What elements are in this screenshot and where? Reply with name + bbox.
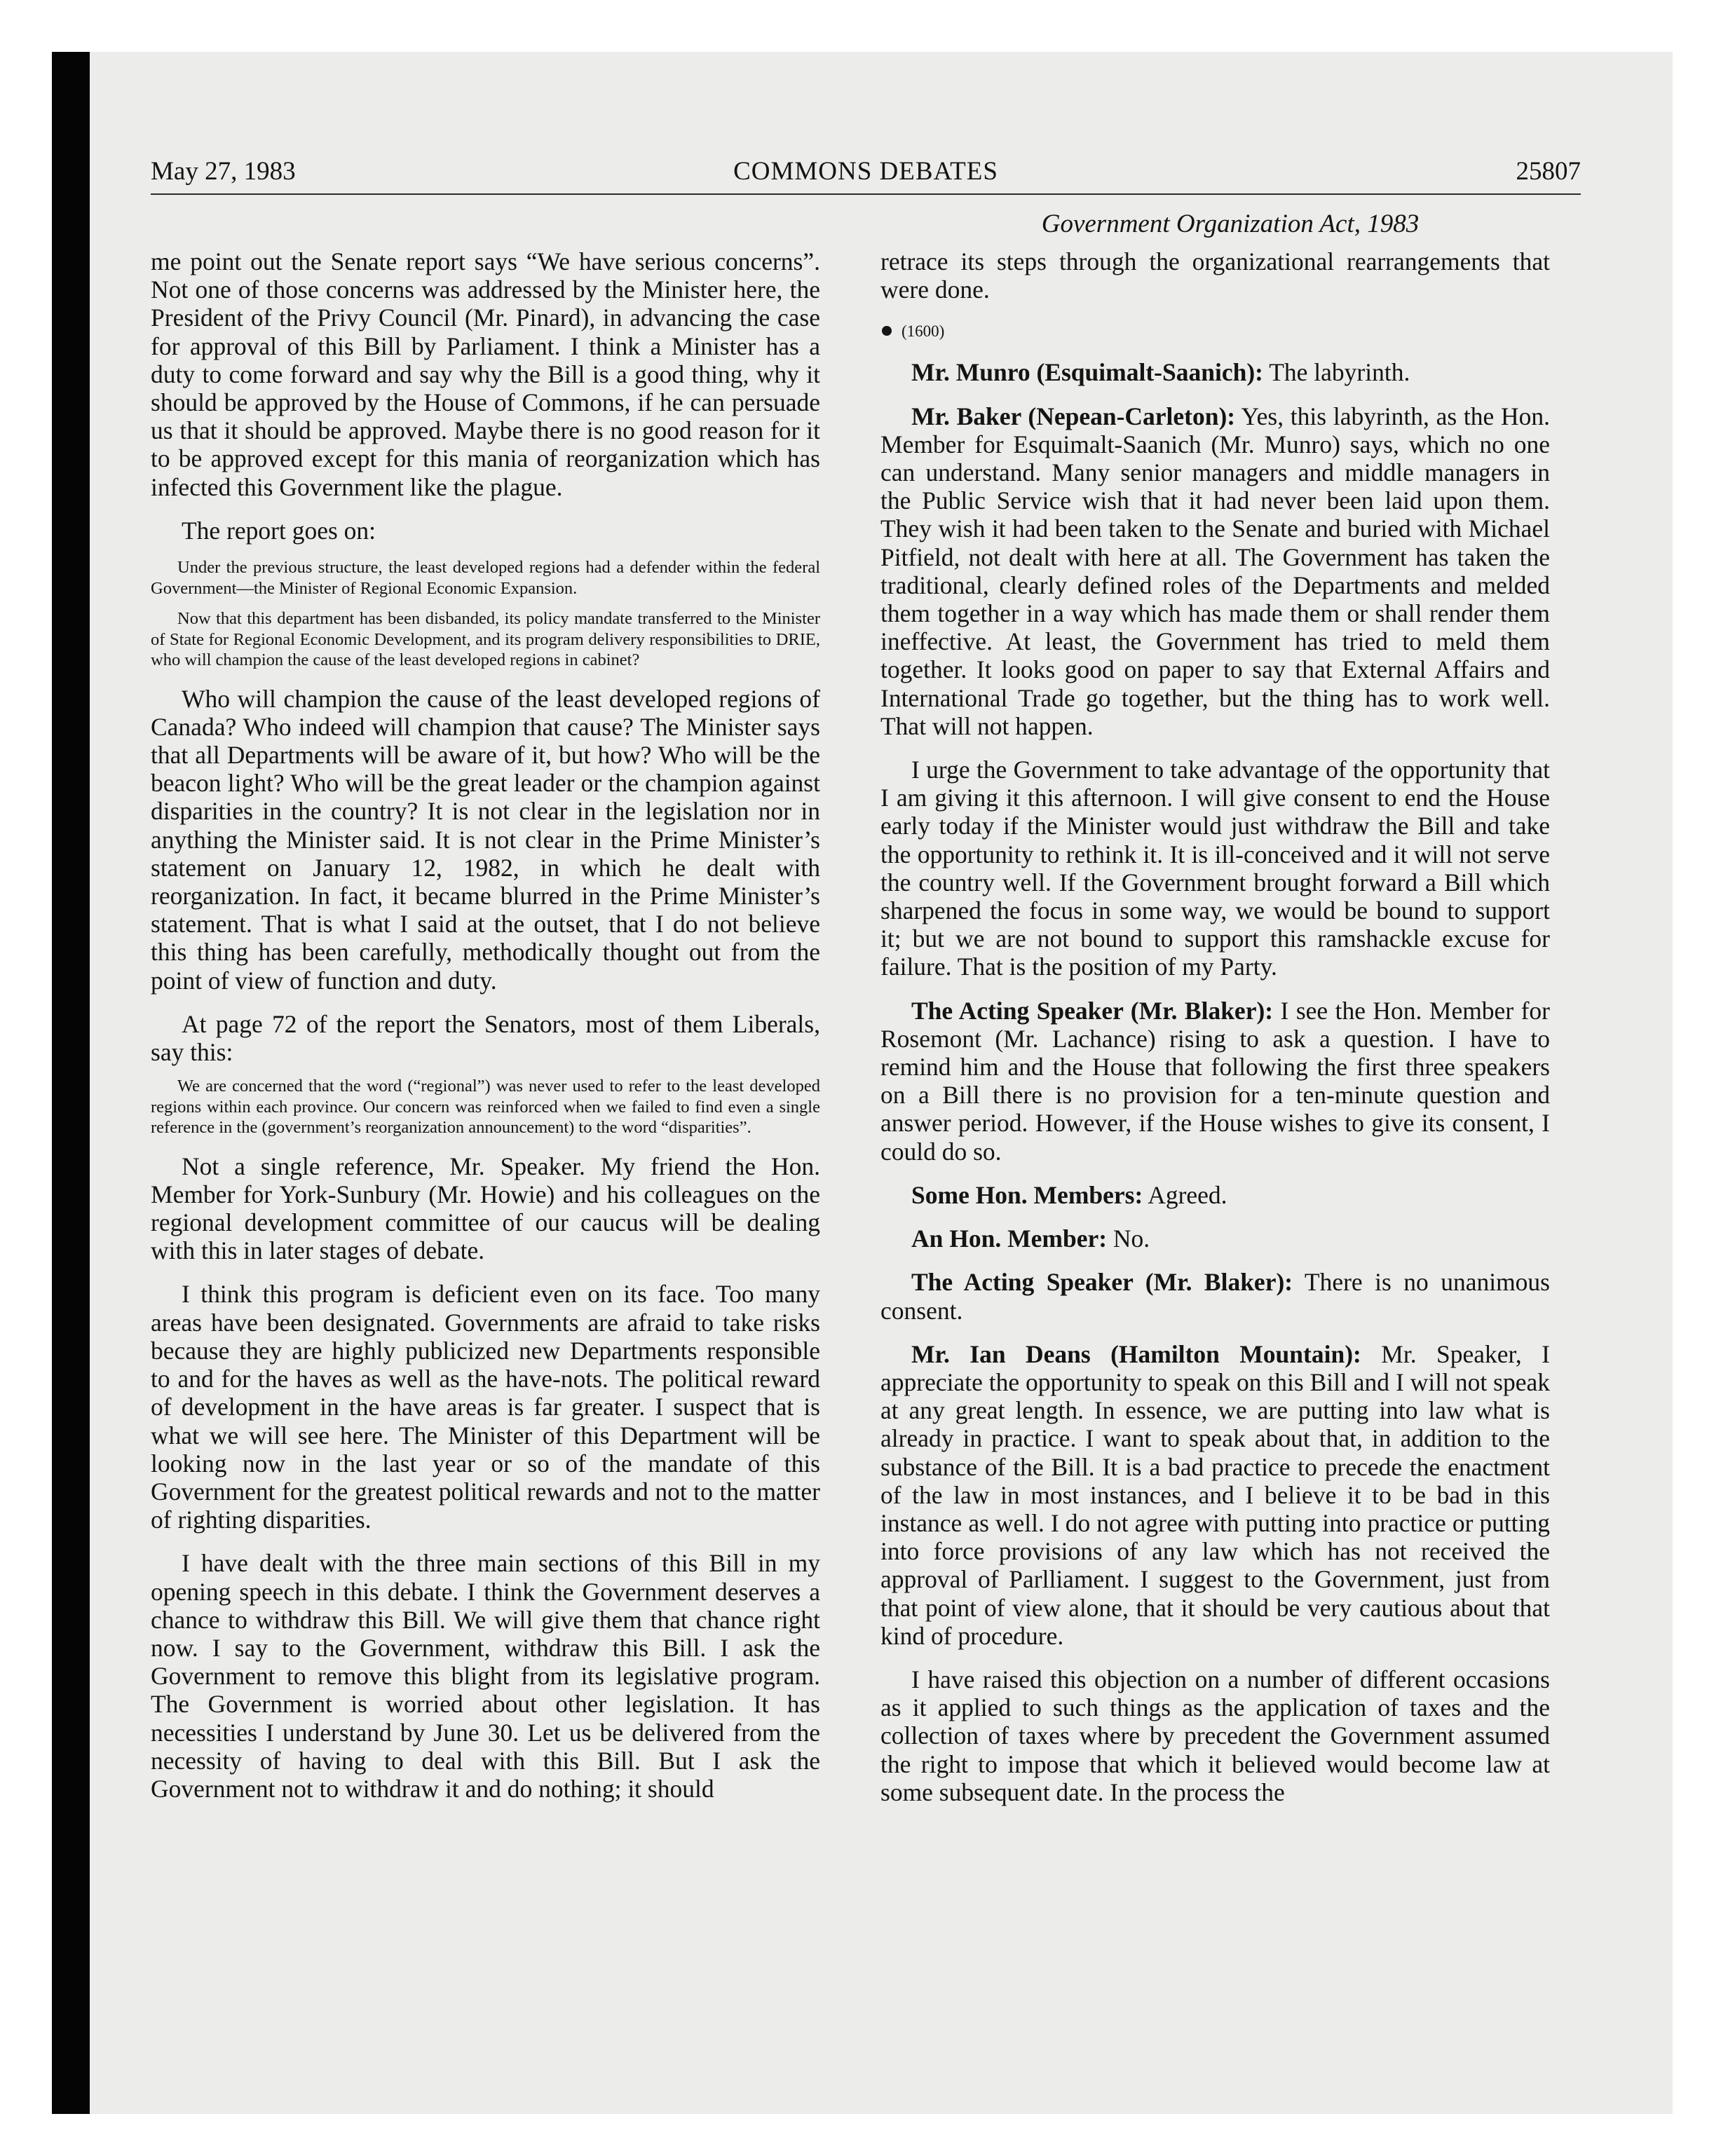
speech-text: Agreed. [1143, 1180, 1227, 1209]
section-subtitle: Government Organization Act, 1983 [1041, 210, 1420, 238]
time-marker-label: (1600) [901, 322, 945, 341]
speech-text: No. [1107, 1224, 1150, 1253]
speech-text: I see the Hon. Member for Rosemont (Mr. Lachance) rising to ask a question. I have to remind him and the House that following the first three speakers on a Bill there is no provision for a ten-minute question and answer period. However, if the House wishes to give its consent, I could do so. [880, 996, 1550, 1166]
block-quote: Under the previous structure, the least developed regions had a defender within the federal Government—the Minister of Regional Economic Expansion. [151, 558, 820, 598]
scan-edge-shadow [52, 52, 90, 2114]
paragraph: I have raised this objection on a number of different occasions as it applied to such things as the application of taxes and the collection of taxes where by precedent the Government assumed the right to impose that which it believed would become law at some subsequent date. In the process the [880, 1665, 1550, 1806]
block-quote: Now that this department has been disbanded, its policy mandate transferred to the Minister of State for Regional Economic Development, and its program delivery responsibilities to DRIE, who will champion the cause of the least developed regions in cabinet? [151, 609, 820, 670]
left-column [151, 247, 820, 1803]
speaker-name: Mr. Munro (Esquimalt-Saanich): [911, 358, 1263, 387]
paragraph: I think this program is deficient even on its face. Too many areas have been designated. Governments are afraid to take risks because they are highly publicized new Departments responsible to and for the haves as well as the have-nots. The political reward of development in the have areas is far greater. I suspect that is what we will see here. The Minister of this Department will be looking now in the last year or so of the mandate of this Government for the greatest political rewards and not to the matter of righting disparities. [151, 1280, 820, 1534]
header-page-number: 25807 [1516, 157, 1581, 186]
speech [880, 1181, 1550, 1209]
speech [880, 1268, 1550, 1324]
header-date: May 27, 1983 [151, 157, 296, 186]
right-column [880, 247, 1550, 1806]
block-quote: We are concerned that the word (“regional”) was never used to refer to the least developed regions within each province. Our concern was reinforced when we failed to find even a single reference in the (government’s reorganization announcement) to the word “disparities”. [151, 1077, 820, 1138]
speech [880, 402, 1550, 740]
paragraph: Who will champion the cause of the least developed regions of Canada? Who indeed will champion that cause? The Minister says that all Departments will be aware of it, but how? Who will be the beacon light? Who will be the great leader or the champion against disparities in the country? It is not clear in the legislation nor in anything the Minister said. It is not clear in the Prime Minister’s statement on January 12, 1982, in which he dealt with reorganization. In fact, it became blurred in the Prime Minister’s statement. That is what I said at the outset, that I do not believe this thing has been carefully, methodically thought out from the point of view of function and duty. [151, 684, 820, 995]
paragraph: retrace its steps through the organizational rearrangements that were done. [880, 247, 1550, 304]
speaker-name: The Acting Speaker (Mr. Blaker): [911, 996, 1274, 1025]
paragraph: Not a single reference, Mr. Speaker. My friend the Hon. Member for York-Sunbury (Mr. Howie) and his colleagues on the regional development committee of our caucus will be dealing with this in later stages of debate. [151, 1152, 820, 1265]
paragraph: The report goes on: [182, 516, 376, 545]
speaker-name: Mr. Ian Deans (Hamilton Mountain): [911, 1339, 1361, 1368]
time-marker [882, 320, 1550, 343]
paragraph: At page 72 of the report the Senators, most of them Liberals, say this: [151, 1009, 820, 1066]
speaker-name: Mr. Baker (Nepean-Carleton): [911, 402, 1236, 430]
speech [880, 1224, 1550, 1253]
speech-text: Mr. Speaker, I appreciate the opportunity to speak on this Bill and I will not speak at any great length. In essence, we are putting into law what is already in practice. I want to speak about that, in addition to the substance of the Bill. It is a bad practice to precede the enactment of the law in most instances, and I believe it to be bad in this instance as well. I do not agree with putting into practice or putting into force provisions of any law which has not received the approval of Parlliament. I suggest to the Government, just from that point of view alone, that it should be very cautious about that kind of procedure. [880, 1339, 1550, 1650]
speech-text: The labyrinth. [1263, 358, 1410, 387]
paragraph: I have dealt with the three main sections of this Bill in my opening speech in this debate. I think the Government deserves a chance to withdraw this Bill. We will give them that chance right now. I say to the Government, withdraw this Bill. I ask the Government to remove this blight from its legislative program. The Government is worried about other legislation. It has necessities I understand by June 30. Let us be delivered from the necessity of having to deal with this Bill. But I ask the Government not to withdraw it and do nothing; it should [151, 1549, 820, 1803]
running-header [151, 156, 1581, 195]
paragraph: me point out the Senate report says “We have serious concerns”. Not one of those concerns was addressed by the Minister here, the President of the Privy Council (Mr. Pinard), in advancing the case for approval of this Bill by Parliament. I think a Minister has a duty to come forward and say why the Bill is a good thing, why it should be approved by the House of Commons, if he can persuade us that it should be approved. Maybe there is no good reason for it to be approved except for this mania of reorganization which has infected this Government like the plague. [151, 247, 820, 501]
speech [880, 358, 1550, 386]
speech [880, 997, 1550, 1166]
speaker-name: Some Hon. Members: [911, 1180, 1143, 1209]
speaker-name: The Acting Speaker (Mr. Blaker): [911, 1268, 1293, 1297]
speaker-name: An Hon. Member: [911, 1224, 1108, 1253]
speech-text: There is no unanimous consent. [880, 1268, 1550, 1325]
speech [880, 1340, 1550, 1650]
header-title: COMMONS DEBATES [733, 157, 998, 186]
bullet-icon [882, 326, 892, 336]
speech-text: Yes, this labyrinth, as the Hon. Member for Esquimalt-Saanich (Mr. Munro) says, which no one can understand. Many senior managers and middle managers in the Public Service wish that it had never been laid upon them. They wish it had been taken to the Senate and buried with Michael Pitfield, not dealt with here at all. The Government has taken the traditional, clearly defined roles of the Departments and melded them together in a way which has made them or shall render them ineffective. At least, the Government has tried to meld them together. It looks good on paper to say that External Affairs and International Trade go together, but the thing has to work well. That will not happen. [880, 402, 1550, 740]
paragraph: I urge the Government to take advantage of the opportunity that I am giving it this afternoon. I will give consent to end the House early today if the Minister would just withdraw the Bill and take the opportunity to rethink it. It is ill-conceived and it will not serve the country well. If the Government brought forward a Bill which sharpened the focus in some way, we would be bound to support it; but we are not bound to support this ramshackle excuse for failure. That is the position of my Party. [880, 756, 1550, 981]
